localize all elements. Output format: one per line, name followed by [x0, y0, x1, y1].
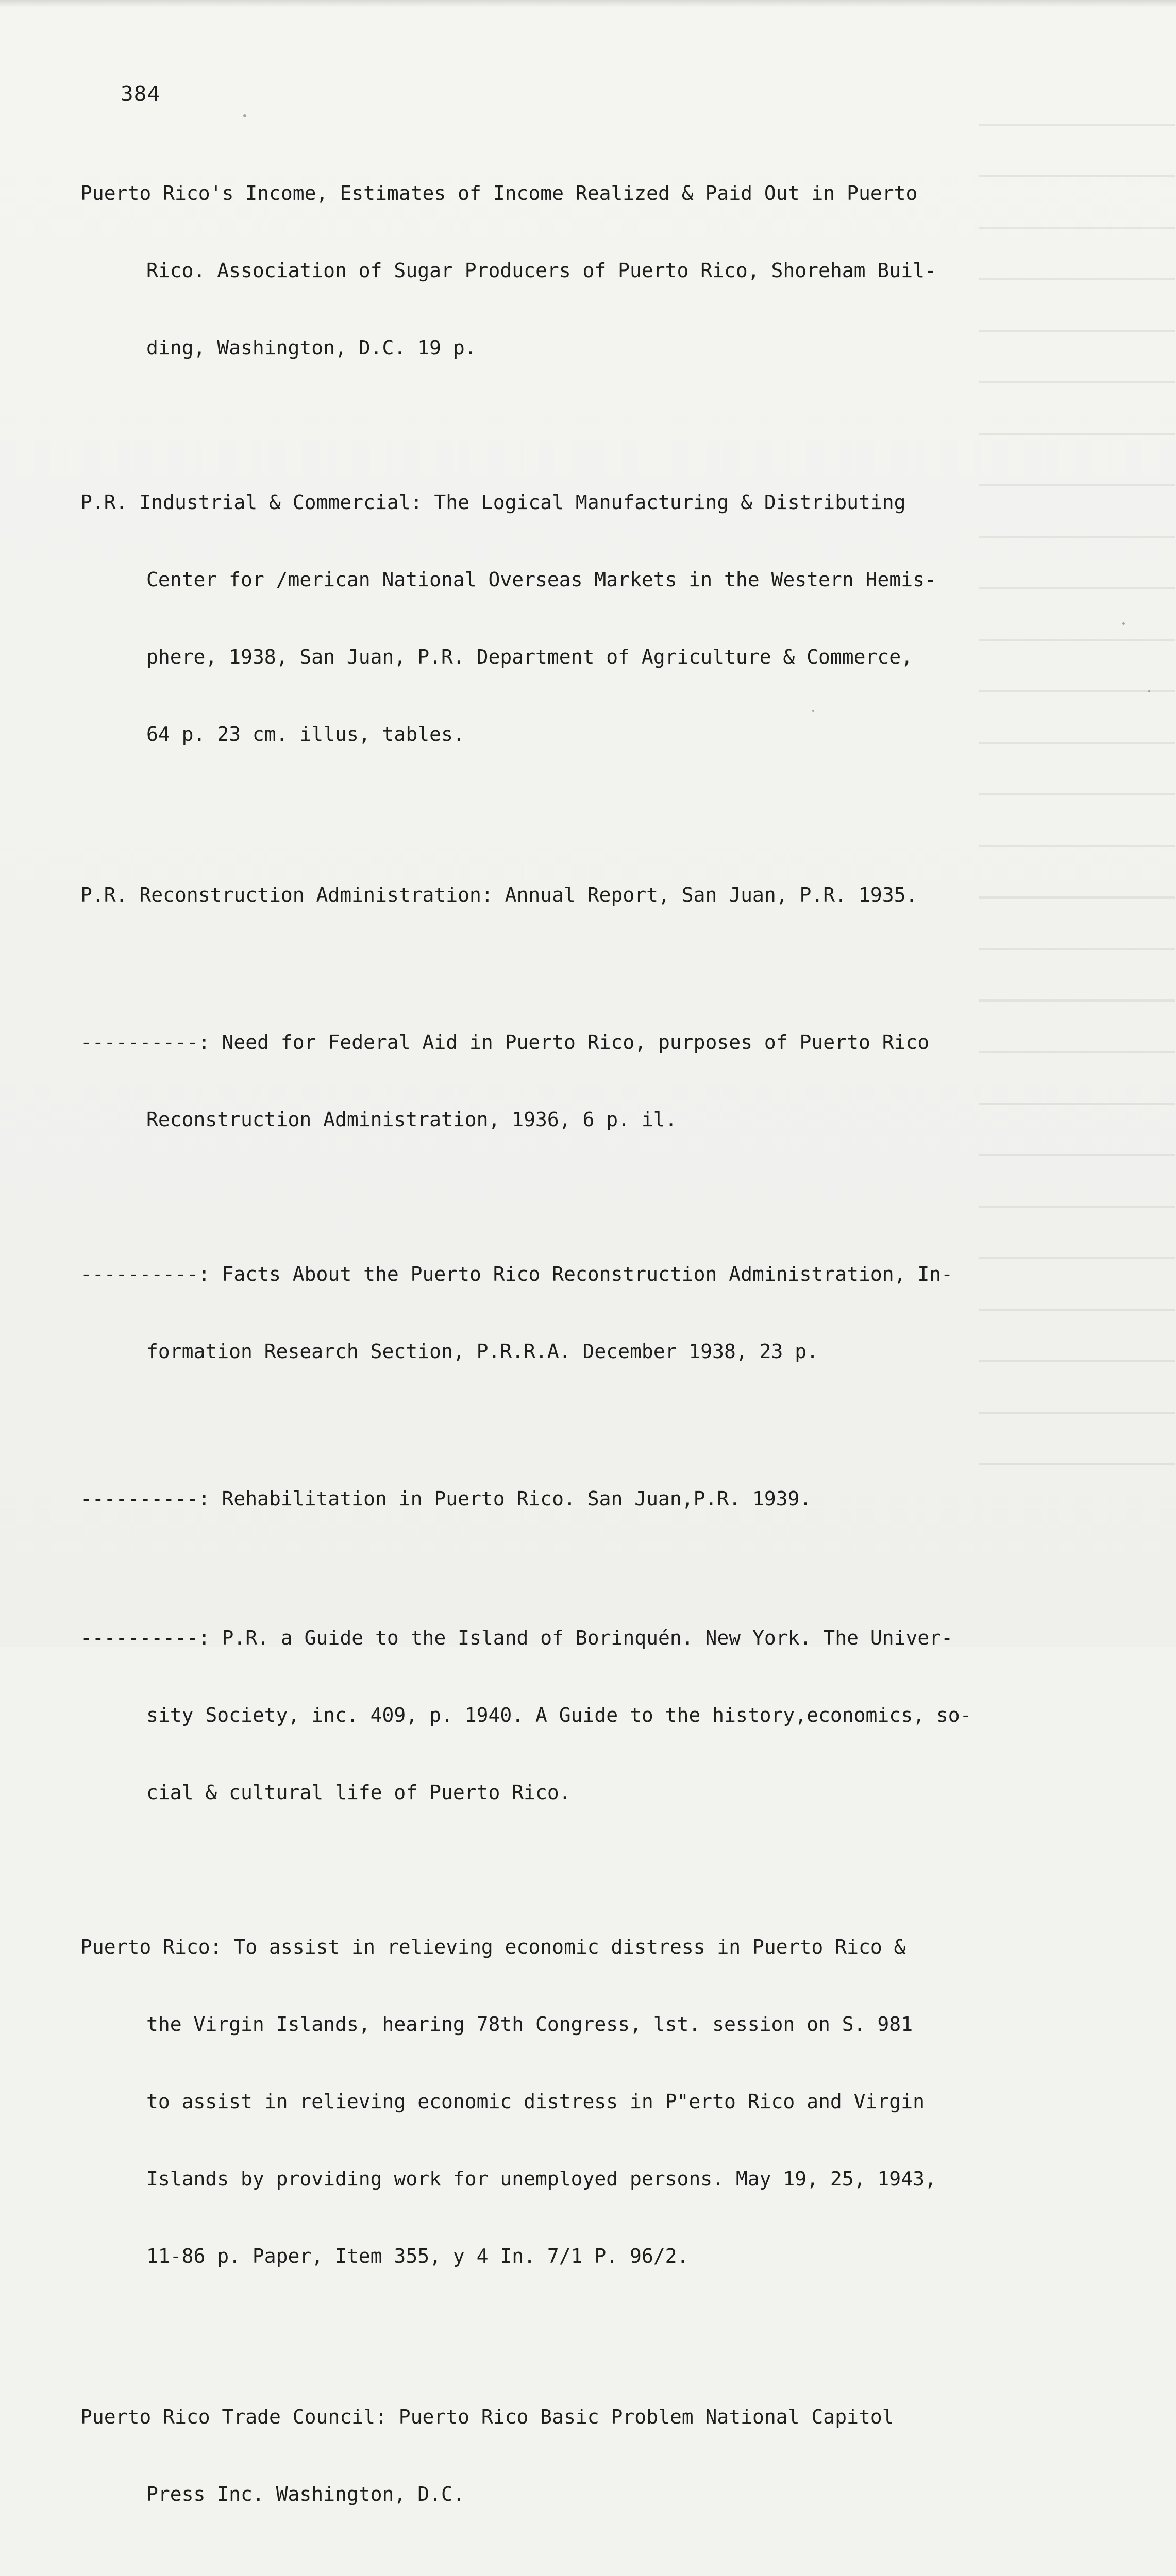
entry-line: ----------: Rehabilitation in Puerto Rico. San Juan,P.R. 1939.	[80, 1487, 812, 1510]
paper-speck	[1122, 622, 1125, 625]
entry-line: ----------: P.R. a Guide to the Island of Borinquén. New York. The Univer-	[80, 1626, 953, 1649]
entry-line: P.R. Reconstruction Administration: Annual Report, San Juan, P.R. 1935.	[80, 884, 918, 906]
entry-line: cial & cultural life of Puerto Rico.	[146, 1781, 571, 1804]
entry-line: Islands by providing work for unemployed persons. May 19, 25, 1943,	[146, 2167, 936, 2190]
entry-line: ding, Washington, D.C. 19 p.	[146, 336, 477, 359]
entry-line: Reconstruction Administration, 1936, 6 p. il.	[146, 1108, 677, 1131]
entry-line: Center for /merican National Overseas Markets in the Western Hemis-	[146, 568, 936, 591]
entry-line: to assist in relieving economic distress in P"erto Rico and Virgin	[146, 2090, 925, 2113]
entry-line: Puerto Rico Trade Council: Puerto Rico Basic Problem National Capitol	[80, 2405, 894, 2428]
entry-line: 11-86 p. Paper, Item 355, y 4 In. 7/1 P. 96/2.	[146, 2245, 689, 2267]
entry-line: formation Research Section, P.R.R.A. December 1938, 23 p.	[146, 1340, 819, 1363]
bibliography-entry	[80, 1210, 1039, 1416]
entry-line: Puerto Rico: To assist in relieving economic distress in Puerto Rico &	[80, 1936, 906, 1958]
bibliography-entry	[80, 129, 1039, 412]
bibliography-entry	[80, 978, 1039, 1184]
bibliography-entry	[80, 1434, 1039, 1563]
entry-line: the Virgin Islands, hearing 78th Congress, lst. session on S. 981	[146, 2013, 913, 2036]
bibliography-entry	[80, 1573, 1039, 1857]
bibliography-entry	[80, 438, 1039, 799]
paper-speck	[1148, 690, 1150, 692]
page-number: 384	[121, 81, 161, 106]
entry-line: sity Society, inc. 409, p. 1940. A Guide to the history,economics, so-	[146, 1704, 972, 1726]
bibliography-entry	[80, 1883, 1039, 2320]
entry-line: ----------: Facts About the Puerto Rico Reconstruction Administration, In-	[80, 1263, 953, 1285]
entry-line: 64 p. 23 cm. illus, tables.	[146, 723, 465, 745]
entry-line: P.R. Industrial & Commercial: The Logical Manufacturing & Distributing	[80, 491, 906, 514]
bibliography-entry	[80, 831, 1039, 959]
bibliography-entry	[80, 2352, 1039, 2558]
page-top-edge	[0, 0, 1176, 7]
paper-speck	[812, 710, 814, 712]
paper-speck	[243, 114, 246, 117]
entry-line: Rico. Association of Sugar Producers of Puerto Rico, Shoreham Buil-	[146, 259, 936, 282]
bibliography-list	[80, 129, 1039, 2576]
entry-line: phere, 1938, San Juan, P.R. Department of Agriculture & Commerce,	[146, 646, 913, 668]
entry-line: Press Inc. Washington, D.C.	[146, 2483, 465, 2505]
entry-line: Puerto Rico's Income, Estimates of Income Realized & Paid Out in Puerto	[80, 182, 918, 205]
entry-line: ----------: Need for Federal Aid in Puerto Rico, purposes of Puerto Rico	[80, 1031, 930, 1054]
